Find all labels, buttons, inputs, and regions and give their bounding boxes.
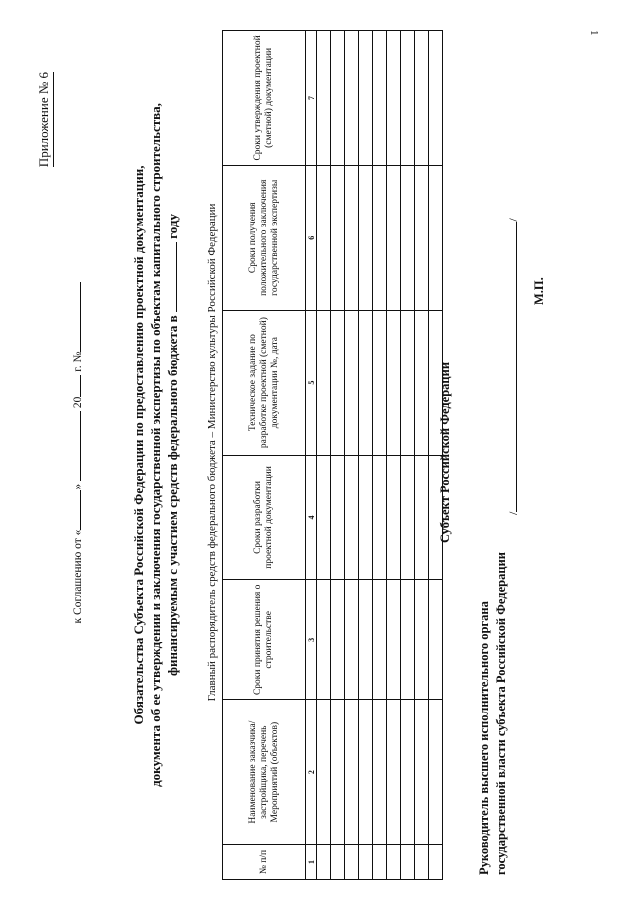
title-line-3-suffix: году — [165, 214, 180, 239]
table-cell — [345, 31, 359, 166]
table-cell — [387, 455, 401, 580]
table-cell — [359, 455, 373, 580]
agreement-suffix: г. № — [72, 351, 84, 372]
table-cell — [387, 845, 401, 880]
table-cell — [317, 165, 331, 310]
signature-line — [506, 218, 521, 515]
table-cell — [345, 310, 359, 455]
table-row — [359, 31, 373, 880]
table-cell — [373, 700, 387, 845]
seal-label: М.П. — [532, 277, 546, 305]
column-number: 3 — [306, 580, 317, 700]
table-cell — [345, 580, 359, 700]
agreement-reference — [72, 0, 84, 905]
signature-slash: / — [506, 218, 520, 222]
header-cell: Сроки разработки проектной документации — [223, 455, 306, 580]
table-row — [401, 31, 415, 880]
header-cell: Сроки утверждения проектной (сметной) документации — [223, 31, 306, 166]
table-cell — [415, 165, 429, 310]
table-cell — [401, 455, 415, 580]
table-cell — [415, 31, 429, 166]
table-cell — [401, 700, 415, 845]
table-cell — [373, 845, 387, 880]
table-cell — [331, 165, 345, 310]
header-cell: Наименование заказчика/застройщика, перечень Мероприятий (объектов) — [223, 700, 306, 845]
column-number: 6 — [306, 165, 317, 310]
signature-slash: / — [506, 511, 520, 515]
table-cell — [317, 310, 331, 455]
table-cell — [373, 165, 387, 310]
table-cell — [415, 700, 429, 845]
column-number: 5 — [306, 310, 317, 455]
table-cell — [359, 580, 373, 700]
table-cell — [317, 845, 331, 880]
table-cell — [401, 845, 415, 880]
table-cell — [331, 455, 345, 580]
agreement-year: 20 — [72, 396, 84, 409]
day-blank — [80, 490, 81, 530]
table-cell — [387, 580, 401, 700]
table-cell — [387, 31, 401, 166]
agreement-prefix: к Соглашению от « — [72, 529, 84, 624]
page-number: 1 — [588, 30, 600, 36]
table-cell — [345, 700, 359, 845]
table-row — [387, 31, 401, 880]
header-cell: Сроки принятия решения о строительстве — [223, 580, 306, 700]
table-row — [415, 31, 429, 880]
table-cell — [331, 700, 345, 845]
document-title — [130, 45, 181, 845]
column-number: 7 — [306, 31, 317, 166]
year-blank — [80, 375, 81, 397]
table-cell — [401, 310, 415, 455]
table-cell — [415, 845, 429, 880]
table-cell — [359, 700, 373, 845]
table-row — [373, 31, 387, 880]
table-cell — [415, 580, 429, 700]
table-cell — [401, 31, 415, 166]
table-cell — [345, 165, 359, 310]
table-cell — [317, 455, 331, 580]
subject-label: Субъект Российской Федерации — [438, 361, 452, 544]
table-cell — [345, 455, 359, 580]
table-cell — [373, 455, 387, 580]
head-line-1: Руководитель высшего исполнительного органа — [477, 601, 491, 875]
title-line-3 — [164, 45, 181, 845]
table-cell — [331, 580, 345, 700]
table-cell — [359, 165, 373, 310]
ministry-line: Главный распорядитель средств федерального бюджета – Министерство культуры Российской Федерации — [206, 203, 218, 702]
header-cell: № п/п — [223, 845, 306, 880]
column-number: 4 — [306, 455, 317, 580]
table-cell — [401, 580, 415, 700]
column-number: 2 — [306, 700, 317, 845]
table-cell — [345, 845, 359, 880]
title-line-2: документа об ее утверждении и заключения государственной экспертизы по объектам капитального строительства, — [148, 103, 163, 787]
head-line-2: государственной власти субъекта Российской Федерации — [494, 552, 508, 875]
table-cell — [373, 580, 387, 700]
signature-blank — [516, 222, 517, 512]
table-row — [317, 31, 331, 880]
table-cell — [331, 845, 345, 880]
number-blank — [80, 282, 81, 352]
table-cell — [387, 165, 401, 310]
header-cell: Сроки получения положительного заключения государственной экспертизы — [223, 165, 306, 310]
table-cell — [373, 310, 387, 455]
title-line-3-prefix: финансируемым с участием средств федерального бюджета в — [165, 315, 180, 676]
appendix-label: Приложение № 6 — [36, 72, 54, 167]
table-row — [331, 31, 345, 880]
table-cell — [387, 310, 401, 455]
table-cell — [317, 700, 331, 845]
table-cell — [415, 455, 429, 580]
agreement-mid: » — [72, 483, 84, 490]
table-cell — [387, 700, 401, 845]
table-cell — [359, 310, 373, 455]
column-number-row — [306, 31, 317, 880]
table-cell — [331, 31, 345, 166]
table-cell — [373, 31, 387, 166]
table-cell — [331, 310, 345, 455]
title-line-1: Обязательства Субъекта Российской Федерации по предоставлению проектной документации, — [131, 165, 146, 725]
table-row — [345, 31, 359, 880]
table-cell — [359, 845, 373, 880]
year-field-blank — [176, 242, 177, 312]
column-number: 1 — [306, 845, 317, 880]
table-cell — [317, 31, 331, 166]
table-cell — [359, 31, 373, 166]
header-cell: Техническое задание по разработке проектной (сметной) документации №, дата — [223, 310, 306, 455]
month-blank — [80, 411, 81, 481]
head-signatory — [476, 552, 510, 875]
header-row — [223, 31, 306, 880]
table-cell — [401, 165, 415, 310]
table-cell — [317, 580, 331, 700]
table-cell — [415, 310, 429, 455]
empty-rows — [317, 31, 443, 880]
obligations-table — [222, 30, 443, 880]
